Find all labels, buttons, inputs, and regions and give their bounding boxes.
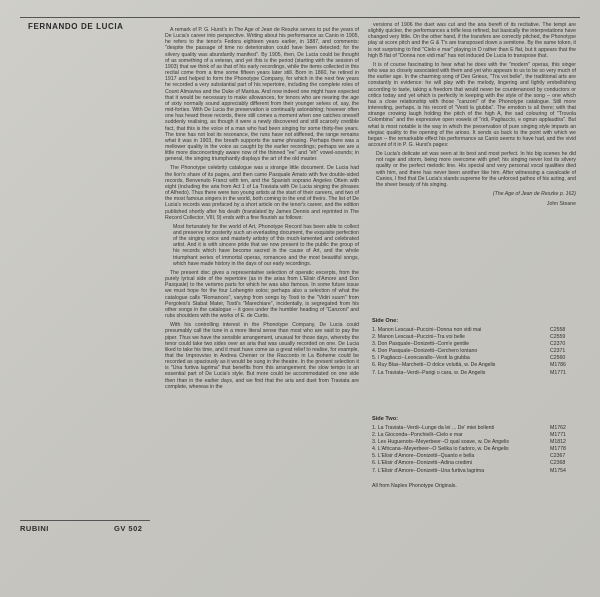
notes-paragraph: versions of 1906 the duet was cut and the aria bereft of its recitative. The tempi are slightly quicker, the performances a trifle less refined, but basically the interpretations have changed very little. On the other hand, if the transfers are correctly pitched, the Phonotype play at score pitch and the G & T's are transposed down a semitone. By the same token, it is not surprising to find "Cielo e mar" playing in D rather than E flat, but it appears that the high B flat of "Donna non vidi mai" has not induced De Lucia to transpose that. <box>368 22 576 59</box>
matrix-code: M1786 <box>550 362 566 369</box>
track-title: 1. Manon Lescaut--Puccini--Donna non vidi mai <box>372 327 482 333</box>
matrix-code: C2558 <box>550 327 566 333</box>
catalog-number: GV 502 <box>114 524 143 533</box>
track-title: 2. Manon Lescaut--Puccini--Tra voi belle <box>372 334 465 341</box>
matrix-code: C2371 <box>550 348 566 355</box>
track-title: 6. L'Elisir d'Amore--Donizetti--Adina credimi <box>372 460 472 467</box>
track-row <box>372 348 572 355</box>
matrix-code: C2367 <box>550 453 566 460</box>
track-title: 2. La Gioconda--Ponchielli--Cielo e mar <box>372 432 463 439</box>
catalogue-quote: Most fortunately for the world of Art, Phonotype Record has been able to collect and preserve for posterity such an everlasting document, the exquisite perfection of the singing voice and masterly artistry of this much-lamented and celebrated artist. And it is with sincere pride that we now present to the public the group of his records which have become sacred in the cause of Art, and the whole triumphant series of immortal operas, romances and the most beautiful songs, which have made history in the days of our early recordings. <box>173 223 359 267</box>
track-title: 7. L'Elisir d'Amore--Donizetti--Una furtiva lagrima <box>372 467 485 474</box>
matrix-code: C2559 <box>550 334 566 341</box>
notes-paragraph: The Phonotype celebrity catalogue was a strange little document. De Lucia had the lion's share of its pages, and then came Pasquale Amato with five double-sided records, Benvenuto Franci with ten, and the Spanish soprano Angeles Ottein with eight (including the aria from Act 1 of La Traviata with De Lucia singing the phrases of Alfredo). Thus there were two young artists at the start of their careers, and two of the most famous singers in the world, both coming to the end of theirs. The list of De Lucia's records was prefaced by a short article on the tenor's career, and the edition published shortly after his death (translated by James Dennis and reprinted in The Record Collector, VIII, 9) ends with a fine flourish as follows: <box>165 165 359 221</box>
track-row <box>372 362 572 369</box>
track-title: 7. La Traviata--Verdi--Parigi o cara, w. De Angelis <box>372 369 486 376</box>
matrix-code: M1762 <box>550 425 566 431</box>
track-row <box>372 355 572 362</box>
label-name: RUBINI <box>20 524 49 533</box>
track-row <box>372 327 572 334</box>
source-footnote: All from Naples Phonotype Originals. <box>372 483 457 489</box>
track-title: 4. L'Africana--Meyerbeer--O Selika io t'adoro, w. De Angelis <box>372 446 509 453</box>
matrix-code: M1754 <box>550 467 566 474</box>
author-signature: John Steane <box>546 201 576 208</box>
artist-name: FERNANDO DE LUCIA <box>28 22 124 31</box>
liner-notes-column-2 <box>368 22 576 302</box>
track-row <box>372 460 572 467</box>
track-row <box>372 341 572 348</box>
side-one-tracklist <box>372 327 572 377</box>
matrix-code: C2368 <box>550 460 566 467</box>
track-row <box>372 453 572 460</box>
top-rule <box>20 17 580 18</box>
track-row <box>372 432 572 439</box>
notes-paragraph: A remark of P. G. Hurst's in The Age of Jean de Reszke serves to put the years of De Lucia's career into perspective. Writing about his performance as Canio in 1905, he refers to the tenor's Fedora eighteen years earlier, in 1887, and comments: "despite the passage of time no deterioration could have been detected; for the silvery quality was abundantly manifest". By 1905, then, De Lucia could be thought of as something of a veteran, and yet this is the period (starting with the session of 1903) that we think of as that of his early recordings, while the items collected in this recital come from a time some fifteen years later still. Born in 1860, he retired in 1917 and helped to form the Phonotype Company, for which in the next few years he recorded a very substantial part of his repertoire, including the complete roles of Count Almaviva and the Duke of Mantua. And now indeed one might have expected that it would be necessary to make allowances, for tenors who are nearing the age of sixty normally sound appreciably different from their younger selves of, say, the mid-forties. With De Lucia the preservation is continually astonishing; however often one has heard these records, there still comes a moment when one catches oneself suddenly realising, as though it were a newly discovered and still scarcely credible fact, that this is the voice of a man who had been singing for some thirty-five years. The tone has not lost its resonance, the runs have not stiffened, the range remains what it was in 1903, the breath supports the same phrasing. Perhaps there was a mellower quality in the voice as caught by the earlier recordings; perhaps we are a little more disconcertingly aware now of the thinned "ee" and "eh" vowel-sounds; in general, the singing triumphantly displays the art of the old master. <box>165 27 359 163</box>
matrix-code: M1771 <box>550 432 566 439</box>
matrix-code: C2370 <box>550 341 566 348</box>
hurst-quote: De Lucia's delicate art was seen at its best and most perfect. In his big scenes he did not rage and storm, being more overcome with grief; his singing never lost its silvery quality or the perfect melodic line. His special and very personal vocal qualities died with him, and there has never been another like him. After witnessing a cavalcade of Canios, I find that De Lucia's stands supreme for the unforced pathos of his acting, and the sheer beauty of his singing. <box>376 151 576 188</box>
matrix-code: C2560 <box>550 355 566 362</box>
matrix-code: M1778 <box>550 446 566 453</box>
track-title: 3. Les Huguenots--Meyerbeer--O qual soave, w. De Angelis <box>372 439 509 446</box>
matrix-code: M1771 <box>550 369 566 376</box>
track-title: 3. Don Pasquale--Donizetti--Com'e gentile <box>372 341 470 348</box>
track-row <box>372 468 572 475</box>
matrix-code: M1812 <box>550 439 566 446</box>
notes-paragraph: It is of course fascinating to hear what he does with the "modern" operas, this singer who was so closely associated with them and yet who appears to us to be so very much of the earlier age. In the charming song of Des Grieux, "Tra voi belle", the traditional arts are constantly in evidence: he will play with the melody, lingering and lightly embellishing according to taste, taking a freedom that would never be countenanced by conductors or critics today and yet which is perfectly in keeping with the style of the song -- one which has a close relationship with those "canzoni" of the Phonotype catalogue. Still more interesting, perhaps, is his record of "Vesti la giubba". The emotion is all there; with that strange crowing laugh holding the pitch of the high A, the sad colouring of "Trovola Colombina" and the expressive open vowels of "ridi, Pagliaccio, e ognun applaudira". But what is most notable is the way in which the preservation of pure singing style imparts an elegiac quality to the opening of the arioso. It sends us back to the point with which we began -- the remarkable effect his performance as Canio seems to have had, and the vivid account of it in P. G. Hurst's pages: <box>368 61 576 148</box>
track-title: 6. Ruy Blas--Marchetti--O dolce voluttà, w. De Angelis <box>372 362 496 369</box>
notes-paragraph: With his controlling interest in the Phonotype Company, De Lucia could presumably call the tune in a more literal sense than most who are said to pay the piper. Thus we have the sensible arrangement, unusual for those days, whereby the tenor could take two sides over an aria that was usually recorded on one. De Lucia liked to take his time, and it must have come as a great relief to realise, for example, that the Improvviso in Andrea Chenier or the Racconto in La Boheme could be recorded as spaciously as it would be sung in the theatre. In the present selection it is "Una furtiva lagrima" that benefits from this arrangement; the slow tempo is an essential part of De Lucia's style. But more could be accommodated on one side then than in the earlier days, and we find that the aria and duet from Traviata are complete, whereas in the <box>165 322 359 390</box>
track-title: 5. L'Elisir d'Amore--Donizetti--Quanto e bella <box>372 453 475 460</box>
track-row <box>372 425 572 432</box>
track-row <box>372 439 572 446</box>
track-row <box>372 446 572 453</box>
citation: (The Age of Jean de Reszke p. 162) <box>492 191 576 198</box>
bottom-rule <box>20 520 150 521</box>
notes-paragraph: The present disc gives a representative selection of operatic excerpts, from the purely lyrical side of the repertoire (as in the arias from L'Elisir d'Amore and Don Pasquale) to the verismo parts for which he was also famous. In some future issue we must hope for the four Lohengrin solos; perhaps also a selection of what the catalogue calls "Romances", varying from songs by Tosti to the "Vidiri suum" from Pergolesi's Stabat Mater, Tosti's "Marechiare", incidentally, is segregated from his other songs in the catalogue -- it goes under the humbler heading of "Canzoni" and rubs shoulders with the works of E. de Curtis. <box>165 269 359 320</box>
side-two-tracklist <box>372 425 572 475</box>
side-two-title: Side Two: <box>372 416 398 422</box>
liner-notes-column-1 <box>165 27 359 522</box>
track-row <box>372 334 572 341</box>
track-title: 1. La Traviata--Verdi--Lunge da lei ... De' miei bollenti <box>372 425 495 431</box>
track-title: 5. I Pagliacci--Leoncavallo--Vesti la giubba <box>372 355 470 362</box>
track-title: 4. Don Pasquale--Donizetti--Cerchero lontano <box>372 348 478 355</box>
track-row <box>372 370 572 377</box>
side-one-title: Side One: <box>372 318 399 324</box>
